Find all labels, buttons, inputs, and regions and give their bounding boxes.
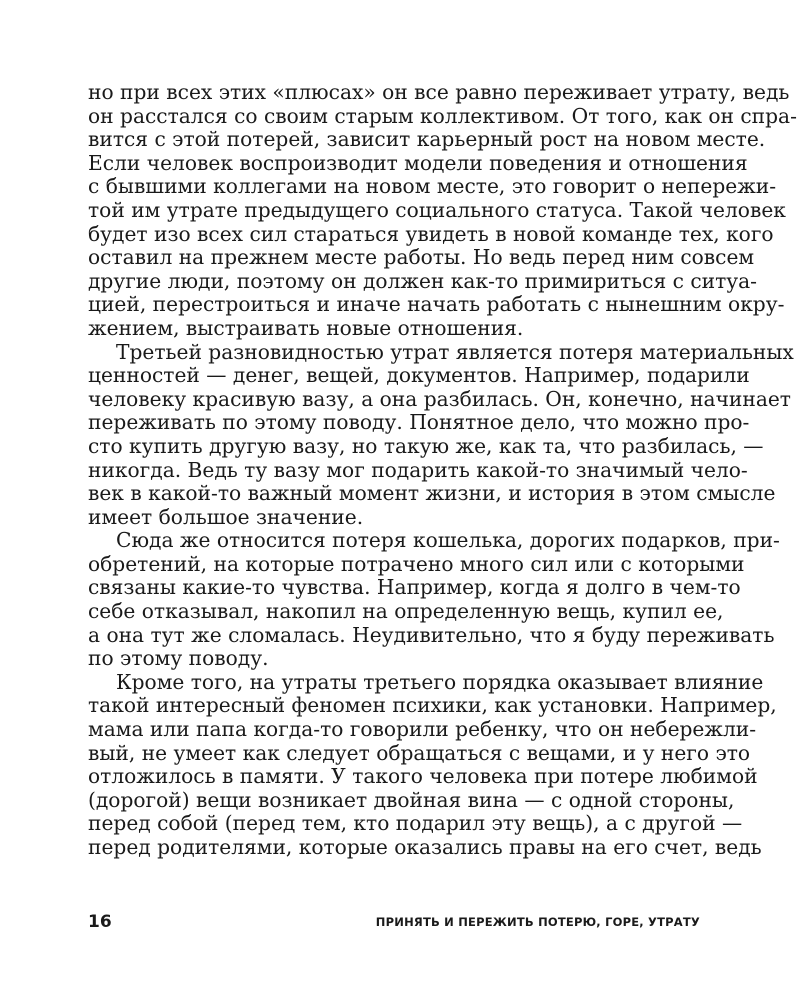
text-line: имеет большое значение.	[88, 504, 364, 529]
text-line: оставил на прежнем месте работы. Но ведь перед ним совсем	[88, 245, 755, 270]
text-line: перед родителями, которые оказались правы на его счет, ведь	[88, 835, 762, 859]
page-number: 16	[88, 912, 112, 932]
text-line: по этому поводу.	[88, 646, 269, 671]
text-line: другие люди, поэтому он должен как-то примириться с ситуа-	[88, 268, 758, 293]
text-line: себе отказывал, накопил на определенную вещь, купил ее,	[88, 599, 724, 624]
text-line: с бывшими коллегами на новом месте, это говорит о непережи-	[88, 174, 777, 199]
text-line: перед собой (перед тем, кто подарил эту вещь), а с другой —	[88, 811, 743, 836]
text-line: но при всех этих «плюсах» он все равно переживает утрату, ведь	[88, 80, 790, 104]
text-line: Сюда же относится потеря кошелька, дорогих подарков, при-	[116, 528, 780, 553]
text-line: такой интересный феномен психики, как установки. Например,	[88, 693, 777, 718]
text-line: никогда. Ведь ту вазу мог подарить какой-то значимый чело-	[88, 457, 748, 482]
text-line: Если человек воспроизводит модели поведения и отношения	[88, 150, 748, 175]
text-line: он расстался со своим старым коллективом. От того, как он спра-	[88, 103, 797, 128]
text-line: Третьей разновидностью утрат является потеря материальных	[116, 339, 794, 364]
text-line: отложилось в памяти. У такого человека при потере любимой	[88, 764, 758, 789]
text-line: обретений, на которые потрачено много сил или с которыми	[88, 551, 745, 576]
text-line: сто купить другую вазу, но такую же, как та, что разбилась, —	[88, 433, 764, 458]
text-line: связаны какие-то чувства. Например, когда я долго в чем-то	[88, 575, 741, 600]
body-text	[88, 80, 797, 860]
text-line: жением, выстраивать новые отношения.	[88, 315, 524, 340]
text-line: будет изо всех сил стараться увидеть в новой команде тех, кого	[88, 221, 774, 246]
running-title: ПРИНЯТЬ И ПЕРЕЖИТЬ ПОТЕРЮ, ГОРЕ, УТРАТУ	[375, 915, 700, 929]
text-line: вый, не умеет как следует обращаться с вещами, и у него это	[88, 740, 751, 765]
text-line: цией, перестроиться и иначе начать работать с нынешним окру-	[88, 292, 785, 317]
text-line: вится с этой потерей, зависит карьерный рост на новом месте.	[88, 127, 766, 152]
text-line: той им утрате предыдущего социального статуса. Такой человек	[88, 197, 786, 222]
text-line: переживать по этому поводу. Понятное дело, что можно про-	[88, 410, 750, 435]
text-line: век в какой-то важный момент жизни, и история в этом смысле	[88, 481, 776, 506]
text-line: мама или папа когда-то говорили ребенку, что он небережли-	[88, 717, 757, 742]
text-line: Кроме того, на утраты третьего порядка оказывает влияние	[116, 669, 764, 694]
text-line: а она тут же сломалась. Неудивительно, что я буду переживать	[88, 622, 775, 647]
page-footer	[88, 910, 700, 934]
text-line: (дорогой) вещи возникает двойная вина — с одной стороны,	[88, 787, 735, 812]
text-line: человеку красивую вазу, а она разбилась. Он, конечно, начинает	[88, 386, 791, 411]
text-line: ценностей — денег, вещей, документов. Например, подарили	[88, 363, 750, 388]
